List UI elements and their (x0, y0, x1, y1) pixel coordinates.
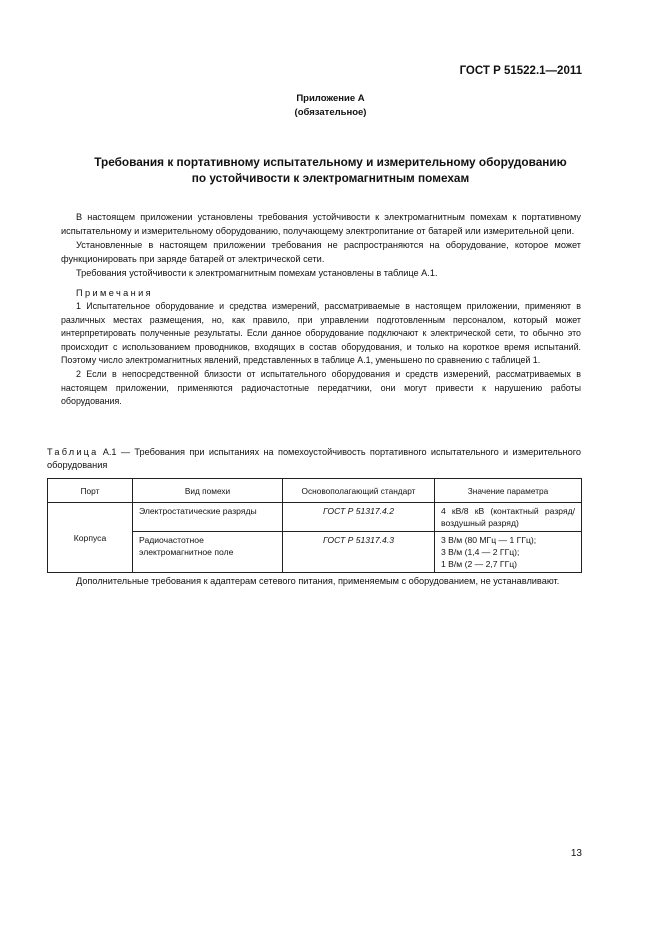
appendix-label: Приложение А (296, 93, 365, 104)
standard-cell: ГОСТ Р 51317.4.2 (283, 503, 435, 532)
table-caption (47, 446, 581, 472)
closing-paragraph: Дополнительные требования к адаптерам сетевого питания, применяемым с оборудованием, не устанавливают. (76, 576, 560, 586)
value-cell (435, 532, 582, 573)
disturbance-cell: Электростатические разряды (133, 503, 283, 532)
intro-paragraphs (61, 210, 581, 409)
header-port: Порт (48, 479, 133, 503)
header-value: Значение параметра (435, 479, 582, 503)
value-line: 1 В/м (2 — 2,7 ГГц) (441, 559, 518, 569)
standard-cell: ГОСТ Р 51317.4.3 (283, 532, 435, 573)
table-caption-text: А.1 — Требования при испытаниях на помехоустойчивость портативного испытательного и измерительного оборудования (47, 447, 581, 470)
paragraph: Установленные в настоящем приложении требования не распространяются на оборудование, которое может функционировать при заряде батарей от электрической сети. (61, 240, 581, 264)
appendix-status: (обязательное) (294, 107, 367, 118)
standard-number: ГОСТ Р 51522.1—2011 (459, 65, 582, 77)
port-cell: Корпуса (48, 503, 133, 573)
note-item: 2 Если в непосредственной близости от испытательного оборудования и средств измерений, рассматриваемых в настоящем приложении, применяются радиочастотные передатчики, они могут привести к нарушению работы оборудования. (61, 368, 581, 407)
paragraph: Требования устойчивости к электромагнитным помехам установлены в таблице А.1. (76, 268, 438, 278)
title-line-1: Требования к портативному испытательному и измерительному оборудованию (94, 155, 567, 169)
note-item: 1 Испытательное оборудование и средства измерений, рассматриваемые в настоящем приложении, применяют в различных местах размещения, но, как правило, при управлении подготовленным персоналом, который может интерпретировать полученные результаты. Если данное оборудование подключают к электрической сети, то обычно это происходит с использованием проводников, входящих в состав оборудования, и только на короткое время испытаний. Поэтому число электромагнитных явлений, представленных в таблице А.1, уменьшено по сравнению с таблицей 1. (61, 301, 581, 366)
table-header-row (48, 479, 582, 503)
paragraph: В настоящем приложении установлены требования устойчивости к электромагнитным помехам к портативному испытательному и измерительному оборудованию, получающему электропитание от батарей или измерительной цепи. (61, 212, 581, 236)
value-line: 3 В/м (80 МГц — 1 ГГц); (441, 535, 537, 545)
notes-heading: Примечания (76, 288, 154, 298)
table-caption-label: Таблица (47, 447, 99, 457)
disturbance-cell: Радиочастотное электромагнитное поле (133, 532, 283, 573)
title-line-2: по устойчивости к электромагнитным помехам (191, 171, 470, 185)
appendix-title (60, 154, 601, 186)
value-line: 3 В/м (1,4 — 2 ГГц); (441, 547, 520, 557)
page-number: 13 (570, 848, 582, 859)
header-disturbance: Вид помехи (133, 479, 283, 503)
table-row (48, 503, 582, 532)
header-standard: Основополагающий стандарт (283, 479, 435, 503)
requirements-table (47, 478, 582, 573)
value-cell: 4 кВ/8 кВ (контактный разряд/воздушный разряд) (435, 503, 582, 532)
